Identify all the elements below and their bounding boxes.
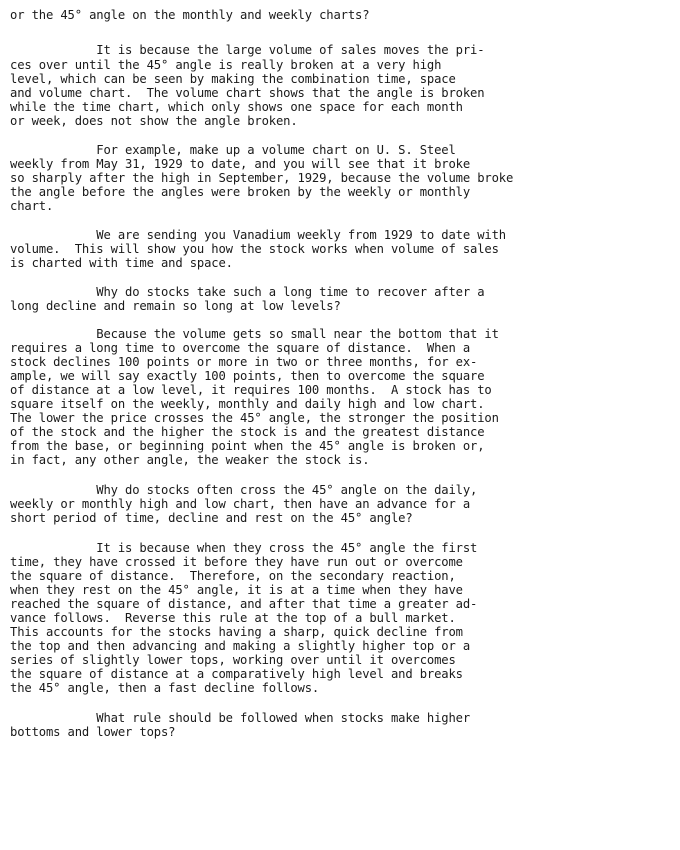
- text-line-15: is charted with time and space.: [10, 256, 233, 270]
- text-line-34: when they rest on the 45° angle, it is at a time when they have: [10, 583, 463, 597]
- text-line-41: the 45° angle, then a fast decline follows.: [10, 681, 320, 695]
- text-line-4: level, which can be seen by making the combination time, space: [10, 72, 456, 86]
- text-line-14: volume. This will show you how the stock works when volume of sales: [10, 242, 499, 256]
- text-line-5: and volume chart. The volume chart shows that the angle is broken: [10, 86, 485, 100]
- text-line-19: requires a long time to overcome the square of distance. When a: [10, 341, 470, 355]
- text-line-29: weekly or monthly high and low chart, then have an advance for a: [10, 497, 470, 511]
- text-line-18: Because the volume gets so small near the bottom that it: [10, 327, 499, 341]
- text-line-20: stock declines 100 points or more in two or three months, for ex-: [10, 355, 478, 369]
- text-line-23: square itself on the weekly, monthly and daily high and low chart.: [10, 397, 485, 411]
- text-line-17: long decline and remain so long at low levels?: [10, 299, 341, 313]
- text-line-21: ample, we will say exactly 100 points, then to overcome the square: [10, 369, 485, 383]
- text-line-16: Why do stocks take such a long time to recover after a: [10, 285, 485, 299]
- text-line-8: For example, make up a volume chart on U. S. Steel: [10, 143, 456, 157]
- text-line-28: Why do stocks often cross the 45° angle on the daily,: [10, 483, 478, 497]
- text-line-24: The lower the price crosses the 45° angle, the stronger the position: [10, 411, 499, 425]
- text-line-31: It is because when they cross the 45° angle the first: [10, 541, 478, 555]
- text-line-40: the square of distance at a comparatively high level and breaks: [10, 667, 463, 681]
- text-line-9: weekly from May 31, 1929 to date, and you will see that it broke: [10, 157, 470, 171]
- text-line-22: of distance at a low level, it requires 100 months. A stock has to: [10, 383, 492, 397]
- text-line-43: bottoms and lower tops?: [10, 725, 176, 739]
- text-line-13: We are sending you Vanadium weekly from 1929 to date with: [10, 228, 506, 242]
- text-line-42: What rule should be followed when stocks make higher: [10, 711, 470, 725]
- text-line-11: the angle before the angles were broken by the weekly or monthly: [10, 185, 470, 199]
- text-line-10: so sharply after the high in September, 1929, because the volume broke: [10, 171, 514, 185]
- text-line-38: the top and then advancing and making a slightly higher top or a: [10, 639, 470, 653]
- text-line-1: or the 45° angle on the monthly and weekly charts?: [10, 8, 370, 22]
- text-line-30: short period of time, decline and rest on the 45° angle?: [10, 511, 413, 525]
- text-line-2: It is because the large volume of sales moves the pri-: [10, 43, 485, 57]
- text-line-6: while the time chart, which only shows one space for each month: [10, 100, 463, 114]
- text-line-32: time, they have crossed it before they have run out or overcome: [10, 555, 463, 569]
- text-line-33: the square of distance. Therefore, on the secondary reaction,: [10, 569, 456, 583]
- text-line-37: This accounts for the stocks having a sharp, quick decline from: [10, 625, 463, 639]
- text-line-26: from the base, or beginning point when the 45° angle is broken or,: [10, 439, 485, 453]
- text-line-35: reached the square of distance, and after that time a greater ad-: [10, 597, 478, 611]
- text-line-39: series of slightly lower tops, working over until it overcomes: [10, 653, 456, 667]
- text-line-25: of the stock and the higher the stock is and the greatest distance: [10, 425, 485, 439]
- text-line-3: ces over until the 45° angle is really broken at a very high: [10, 58, 442, 72]
- text-line-12: chart.: [10, 199, 54, 213]
- text-line-36: vance follows. Reverse this rule at the top of a bull market.: [10, 611, 456, 625]
- text-line-7: or week, does not show the angle broken.: [10, 114, 298, 128]
- text-line-27: in fact, any other angle, the weaker the stock is.: [10, 453, 370, 467]
